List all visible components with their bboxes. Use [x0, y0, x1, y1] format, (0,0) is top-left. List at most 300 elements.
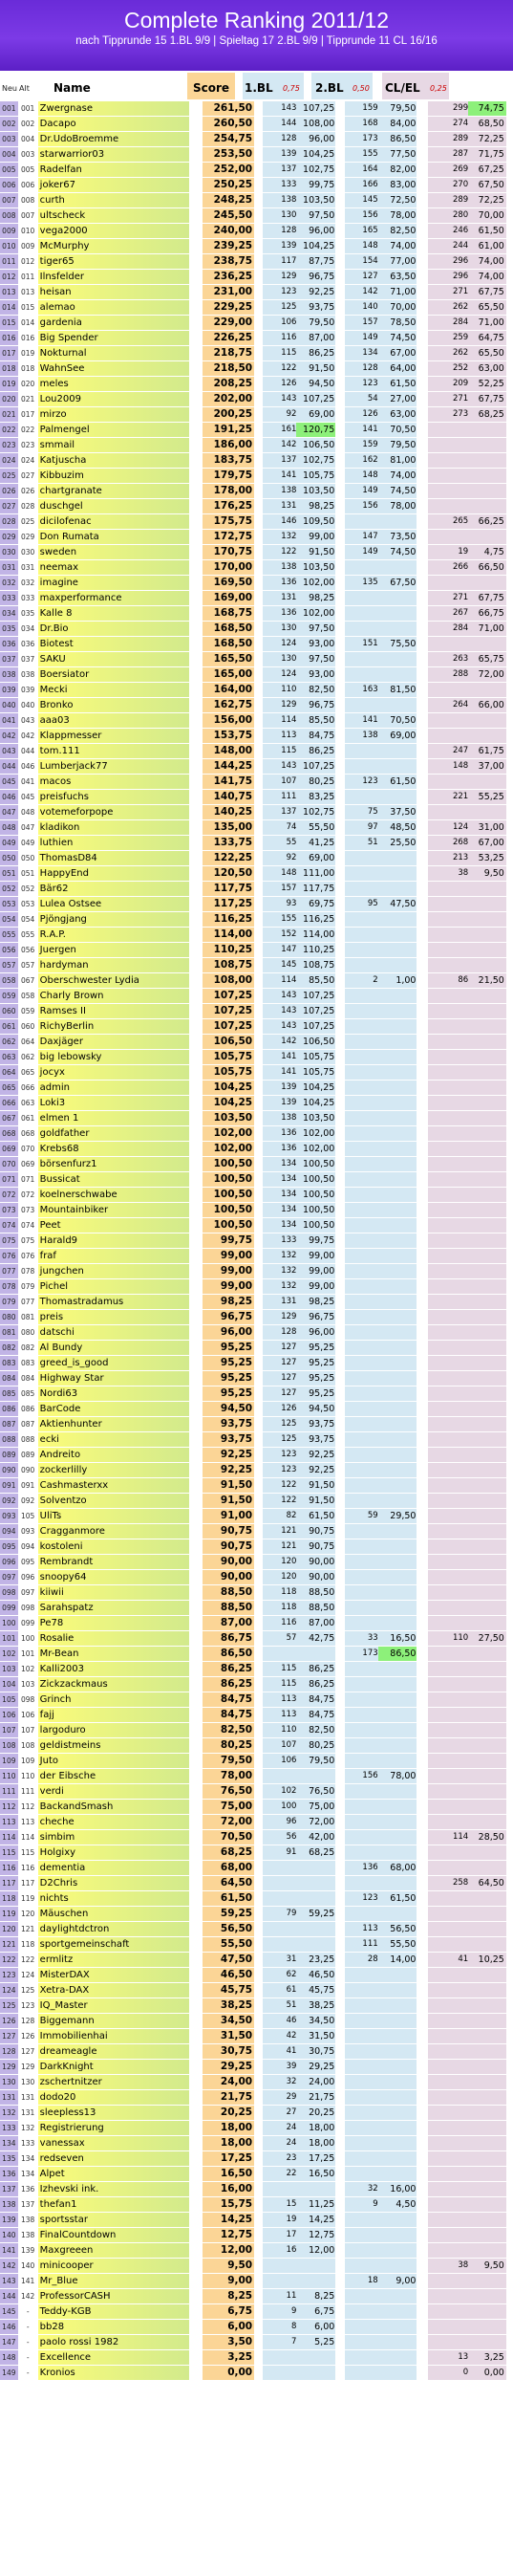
cl-weighted: 68,25	[468, 407, 506, 423]
player-name: koelnerschwabe	[38, 1188, 190, 1203]
bl2-weighted: 16,50	[378, 1631, 417, 1647]
cl-points: 13	[428, 2350, 468, 2366]
column-gap	[417, 1539, 428, 1555]
column-gap	[417, 1998, 428, 2014]
rank-new: 073	[0, 1203, 18, 1218]
rank-new: 096	[0, 1555, 18, 1570]
cl-weighted: 67,75	[468, 392, 506, 407]
cl-weighted	[468, 1157, 506, 1172]
player-name: Palmengel	[38, 423, 190, 438]
bl1-points: 121	[263, 1539, 296, 1555]
column-gap	[506, 1509, 513, 1524]
bl1-weighted: 95,25	[296, 1371, 335, 1386]
player-name: Oberschwester Lydia	[38, 973, 190, 989]
bl2-weighted: 79,50	[378, 101, 417, 117]
cl-points: 296	[428, 254, 468, 270]
rank-old: 075	[18, 1233, 38, 1249]
column-gap	[189, 2304, 203, 2320]
bl2-weighted: 74,50	[378, 484, 417, 499]
bl2-points: 134	[345, 346, 378, 361]
column-gap	[417, 1386, 428, 1402]
cl-weighted	[468, 1601, 506, 1616]
column-gap	[254, 836, 263, 851]
column-gap	[335, 1218, 344, 1233]
bl1-weighted: 91,50	[296, 1478, 335, 1494]
table-row	[0, 1188, 513, 1203]
column-gap	[335, 591, 344, 606]
total-score: 14,25	[203, 2213, 254, 2228]
bl1-weighted: 96,00	[296, 224, 335, 239]
bl2-weighted: 61,50	[378, 775, 417, 790]
column-gap	[417, 1601, 428, 1616]
column-gap	[335, 1325, 344, 1341]
cl-weighted: 9,50	[468, 2259, 506, 2274]
table-row	[0, 790, 513, 805]
rank-old: 088	[18, 1432, 38, 1448]
bl2-points	[345, 851, 378, 866]
rank-old: 022	[18, 423, 38, 438]
player-name: Ramses II	[38, 1004, 190, 1019]
column-gap	[506, 285, 513, 300]
column-gap	[254, 683, 263, 698]
rank-old: 113	[18, 1815, 38, 1830]
column-gap	[417, 1249, 428, 1264]
bl2-points: 111	[345, 1937, 378, 1953]
cl-points	[428, 1249, 468, 1264]
bl2-points	[345, 2106, 378, 2121]
bl1-points: 110	[263, 1723, 296, 1738]
bl1-points: 9	[263, 2304, 296, 2320]
bl2-points: 141	[345, 423, 378, 438]
bl1-points: 126	[263, 1402, 296, 1417]
player-name: geldistmeins	[38, 1738, 190, 1754]
bl1-weighted: 85,50	[296, 973, 335, 989]
rank-new: 090	[0, 1463, 18, 1478]
column-gap	[335, 208, 344, 224]
column-gap	[417, 1555, 428, 1570]
column-gap	[254, 1876, 263, 1891]
column-gap	[335, 1509, 344, 1524]
rank-new: 098	[0, 1585, 18, 1601]
cl-points	[428, 2274, 468, 2289]
total-score: 260,50	[203, 117, 254, 132]
bl2-points: 18	[345, 2274, 378, 2289]
bl1-points: 130	[263, 652, 296, 667]
rank-new: 092	[0, 1494, 18, 1509]
column-gap	[506, 1417, 513, 1432]
column-gap	[335, 1738, 344, 1754]
rank-new: 075	[0, 1233, 18, 1249]
column-gap	[506, 790, 513, 805]
rank-new: 105	[0, 1692, 18, 1708]
column-gap	[417, 331, 428, 346]
rank-new: 037	[0, 652, 18, 667]
column-gap	[506, 514, 513, 530]
bl1-weighted: 83,25	[296, 790, 335, 805]
column-gap	[506, 1126, 513, 1142]
bl2-points	[345, 1188, 378, 1203]
column-gap	[335, 1371, 344, 1386]
total-score: 56,50	[203, 1922, 254, 1937]
column-gap	[189, 2228, 203, 2243]
column-gap	[335, 1004, 344, 1019]
column-gap	[417, 1631, 428, 1647]
cl-points	[428, 1172, 468, 1188]
bl1-weighted: 8,25	[296, 2289, 335, 2304]
column-gap	[335, 1570, 344, 1585]
column-gap	[335, 2350, 344, 2366]
player-name: Biotest	[38, 637, 190, 652]
column-gap	[506, 346, 513, 361]
bl2-weighted: 70,50	[378, 423, 417, 438]
bl1-points: 114	[263, 973, 296, 989]
bl1-points: 115	[263, 1677, 296, 1692]
column-gap	[189, 851, 203, 866]
cl-weighted	[468, 1310, 506, 1325]
cl-points	[428, 423, 468, 438]
bl1-weighted: 107,25	[296, 1019, 335, 1035]
total-score: 86,50	[203, 1647, 254, 1662]
column-gap	[417, 1861, 428, 1876]
column-gap	[189, 1386, 203, 1402]
bl2-weighted	[378, 989, 417, 1004]
column-gap	[254, 2197, 263, 2213]
column-gap	[417, 1677, 428, 1692]
cl-points	[428, 1968, 468, 1983]
column-gap	[189, 1004, 203, 1019]
table-row	[0, 1341, 513, 1356]
bl2-points	[345, 667, 378, 683]
rank-old: 119	[18, 1891, 38, 1907]
table-row	[0, 1065, 513, 1081]
bl2-weighted	[378, 1815, 417, 1830]
bl2-weighted	[378, 2259, 417, 2274]
bl2-weighted	[378, 1662, 417, 1677]
column-gap	[417, 1371, 428, 1386]
column-gap	[506, 453, 513, 469]
column-gap	[254, 178, 263, 193]
bl2-weighted	[378, 2350, 417, 2366]
bl2-points	[345, 958, 378, 973]
column-gap	[189, 316, 203, 331]
column-gap	[506, 1463, 513, 1478]
bl2-weighted	[378, 1555, 417, 1570]
rank-old: 007	[18, 208, 38, 224]
bl1-points: 29	[263, 2090, 296, 2106]
cl-points: 252	[428, 361, 468, 377]
column-gap	[254, 392, 263, 407]
column-gap	[506, 163, 513, 178]
bl1-weighted: 116,25	[296, 912, 335, 928]
bl2-points: 136	[345, 1861, 378, 1876]
total-score: 120,50	[203, 866, 254, 882]
bl2-points	[345, 2366, 378, 2381]
total-score: 103,50	[203, 1111, 254, 1126]
column-gap	[189, 622, 203, 637]
player-name: Loki3	[38, 1096, 190, 1111]
bl1-weighted: 31,50	[296, 2029, 335, 2044]
cl-weighted	[468, 805, 506, 820]
column-gap	[417, 1738, 428, 1754]
rank-old: 044	[18, 744, 38, 759]
rank-old: 046	[18, 759, 38, 775]
cl-weighted: 66,75	[468, 606, 506, 622]
column-gap	[189, 1815, 203, 1830]
bl1-weighted: 6,00	[296, 2320, 335, 2335]
table-row	[0, 2136, 513, 2151]
player-name: Nokturnal	[38, 346, 190, 361]
column-gap	[335, 1907, 344, 1922]
bl1-points: 111	[263, 790, 296, 805]
rank-old: 032	[18, 576, 38, 591]
bl2-points: 127	[345, 270, 378, 285]
cl-points: 269	[428, 163, 468, 178]
cl-points: 299	[428, 101, 468, 117]
column-gap	[335, 1616, 344, 1631]
player-name: curth	[38, 193, 190, 208]
table-row	[0, 300, 513, 316]
bl2-weighted: 84,00	[378, 117, 417, 132]
bl2-points	[345, 1677, 378, 1692]
total-score: 148,00	[203, 744, 254, 759]
column-gap	[417, 2167, 428, 2182]
table-row	[0, 499, 513, 514]
bl2-weighted: 79,50	[378, 438, 417, 453]
column-gap	[335, 1050, 344, 1065]
cl-points	[428, 1188, 468, 1203]
table-row	[0, 377, 513, 392]
bl1-weighted: 12,75	[296, 2228, 335, 2243]
cl-weighted	[468, 438, 506, 453]
cl-weighted	[468, 2014, 506, 2029]
column-gap	[417, 1845, 428, 1861]
rank-old: 112	[18, 1800, 38, 1815]
rank-old: 110	[18, 1769, 38, 1784]
bl1-points: 16	[263, 2243, 296, 2259]
cl-points	[428, 484, 468, 499]
cl-points	[428, 943, 468, 958]
total-score: 100,50	[203, 1157, 254, 1172]
cl-weighted: 37,00	[468, 759, 506, 775]
rank-new: 012	[0, 270, 18, 285]
column-gap	[335, 2213, 344, 2228]
column-gap	[189, 1784, 203, 1800]
cl-points: 289	[428, 193, 468, 208]
bl1-points: 136	[263, 1142, 296, 1157]
rank-old: 041	[18, 775, 38, 790]
cl-points	[428, 2228, 468, 2243]
column-gap	[417, 1723, 428, 1738]
total-score: 99,00	[203, 1249, 254, 1264]
bl2-weighted: 74,50	[378, 331, 417, 346]
cl-points	[428, 1050, 468, 1065]
bl1-points: 91	[263, 1845, 296, 1861]
bl2-points	[345, 1142, 378, 1157]
bl2-points: 166	[345, 178, 378, 193]
bl1-weighted: 18,00	[296, 2121, 335, 2136]
column-gap	[335, 1402, 344, 1417]
bl2-points	[345, 514, 378, 530]
bl2-points	[345, 2289, 378, 2304]
bl1-points: 17	[263, 2228, 296, 2243]
table-row	[0, 2335, 513, 2350]
cl-weighted	[468, 1264, 506, 1279]
column-gap	[506, 331, 513, 346]
bl2-weighted: 83,00	[378, 178, 417, 193]
rank-new: 008	[0, 208, 18, 224]
table-row	[0, 1279, 513, 1295]
table-row	[0, 1142, 513, 1157]
rank-new: 038	[0, 667, 18, 683]
rank-old: -	[18, 2335, 38, 2350]
column-gap	[335, 285, 344, 300]
column-gap	[189, 1295, 203, 1310]
total-score: 117,25	[203, 897, 254, 912]
total-score: 141,75	[203, 775, 254, 790]
rank-new: 023	[0, 438, 18, 453]
bl2-points	[345, 2167, 378, 2182]
bl1-points: 120	[263, 1570, 296, 1585]
bl1-weighted: 34,50	[296, 2014, 335, 2029]
column-gap	[254, 1784, 263, 1800]
player-name: DarkKnight	[38, 2060, 190, 2075]
rank-old: 080	[18, 1325, 38, 1341]
cl-points: 114	[428, 1830, 468, 1845]
column-gap	[189, 2060, 203, 2075]
column-gap	[506, 1249, 513, 1264]
rank-new: 093	[0, 1509, 18, 1524]
bl1-weighted: 96,75	[296, 698, 335, 713]
player-name: Radelfan	[38, 163, 190, 178]
column-gap	[254, 469, 263, 484]
column-gap	[506, 1754, 513, 1769]
column-gap	[417, 576, 428, 591]
rank-old: 008	[18, 193, 38, 208]
column-gap	[254, 989, 263, 1004]
column-gap	[189, 1279, 203, 1295]
bl1-points: 39	[263, 2060, 296, 2075]
bl2-weighted: 77,00	[378, 254, 417, 270]
bl1-weighted: 59,25	[296, 1907, 335, 1922]
bl1-weighted: 86,25	[296, 744, 335, 759]
column-gap	[417, 316, 428, 331]
table-row	[0, 2243, 513, 2259]
table-row	[0, 1830, 513, 1845]
rank-new: 119	[0, 1907, 18, 1922]
rank-old: 132	[18, 2121, 38, 2136]
column-gap	[254, 1815, 263, 1830]
player-name: redseven	[38, 2151, 190, 2167]
bl1-points: 107	[263, 1738, 296, 1754]
table-row	[0, 147, 513, 163]
total-score: 191,25	[203, 423, 254, 438]
total-score: 30,75	[203, 2044, 254, 2060]
rank-old: 053	[18, 897, 38, 912]
column-gap	[254, 2106, 263, 2121]
bl1-points: 152	[263, 928, 296, 943]
column-gap	[254, 1738, 263, 1754]
table-row	[0, 591, 513, 606]
bl1-weighted: 38,25	[296, 1998, 335, 2014]
rank-old: 035	[18, 606, 38, 622]
total-score: 9,00	[203, 2274, 254, 2289]
bl2-weighted: 72,50	[378, 193, 417, 208]
total-score: 100,50	[203, 1218, 254, 1233]
column-gap	[254, 560, 263, 576]
column-gap	[417, 1448, 428, 1463]
bl2-weighted	[378, 1111, 417, 1126]
bl1-points: 96	[263, 1815, 296, 1830]
table-row	[0, 866, 513, 882]
bl2-weighted: 56,50	[378, 1922, 417, 1937]
player-name: Klappmesser	[38, 729, 190, 744]
column-gap	[335, 499, 344, 514]
bl1-weighted: 17,25	[296, 2151, 335, 2167]
column-gap	[506, 1891, 513, 1907]
column-gap	[335, 1126, 344, 1142]
table-row	[0, 1157, 513, 1172]
column-gap	[254, 1310, 263, 1325]
table-row	[0, 667, 513, 683]
bl1-weighted: 87,00	[296, 1616, 335, 1631]
column-gap	[417, 1585, 428, 1601]
cl-weighted: 28,50	[468, 1830, 506, 1845]
column-gap	[506, 1723, 513, 1738]
rank-new: 004	[0, 147, 18, 163]
bl2-weighted	[378, 1907, 417, 1922]
bl2-weighted: 78,00	[378, 208, 417, 224]
column-gap	[254, 1004, 263, 1019]
bl2-points: 147	[345, 530, 378, 545]
column-gap	[417, 2029, 428, 2044]
column-gap	[335, 361, 344, 377]
column-gap	[254, 2151, 263, 2167]
column-gap	[335, 1539, 344, 1555]
bl2-points: 123	[345, 377, 378, 392]
rank-new: 077	[0, 1264, 18, 1279]
player-name: D2Chris	[38, 1876, 190, 1891]
column-gap	[189, 1432, 203, 1448]
bl2-weighted	[378, 1341, 417, 1356]
rank-new: 103	[0, 1662, 18, 1677]
table-row	[0, 1555, 513, 1570]
header-alt: Alt	[19, 84, 30, 93]
player-name: SAKU	[38, 652, 190, 667]
bl2-weighted	[378, 1004, 417, 1019]
bl1-points	[263, 1937, 296, 1953]
bl2-weighted: 86,50	[378, 1647, 417, 1662]
column-gap	[417, 560, 428, 576]
column-gap	[189, 2350, 203, 2366]
cl-weighted	[468, 1616, 506, 1631]
cl-points	[428, 1524, 468, 1539]
table-row	[0, 637, 513, 652]
column-gap	[254, 361, 263, 377]
column-gap	[506, 1677, 513, 1692]
rank-new: 049	[0, 836, 18, 851]
table-row	[0, 1723, 513, 1738]
column-gap	[254, 851, 263, 866]
cl-points	[428, 1555, 468, 1570]
table-row	[0, 2151, 513, 2167]
table-row	[0, 1432, 513, 1448]
column-gap	[189, 1096, 203, 1111]
column-gap	[254, 316, 263, 331]
rank-new: 076	[0, 1249, 18, 1264]
header-name: Name	[53, 81, 91, 95]
cl-points	[428, 1035, 468, 1050]
column-gap	[335, 193, 344, 208]
